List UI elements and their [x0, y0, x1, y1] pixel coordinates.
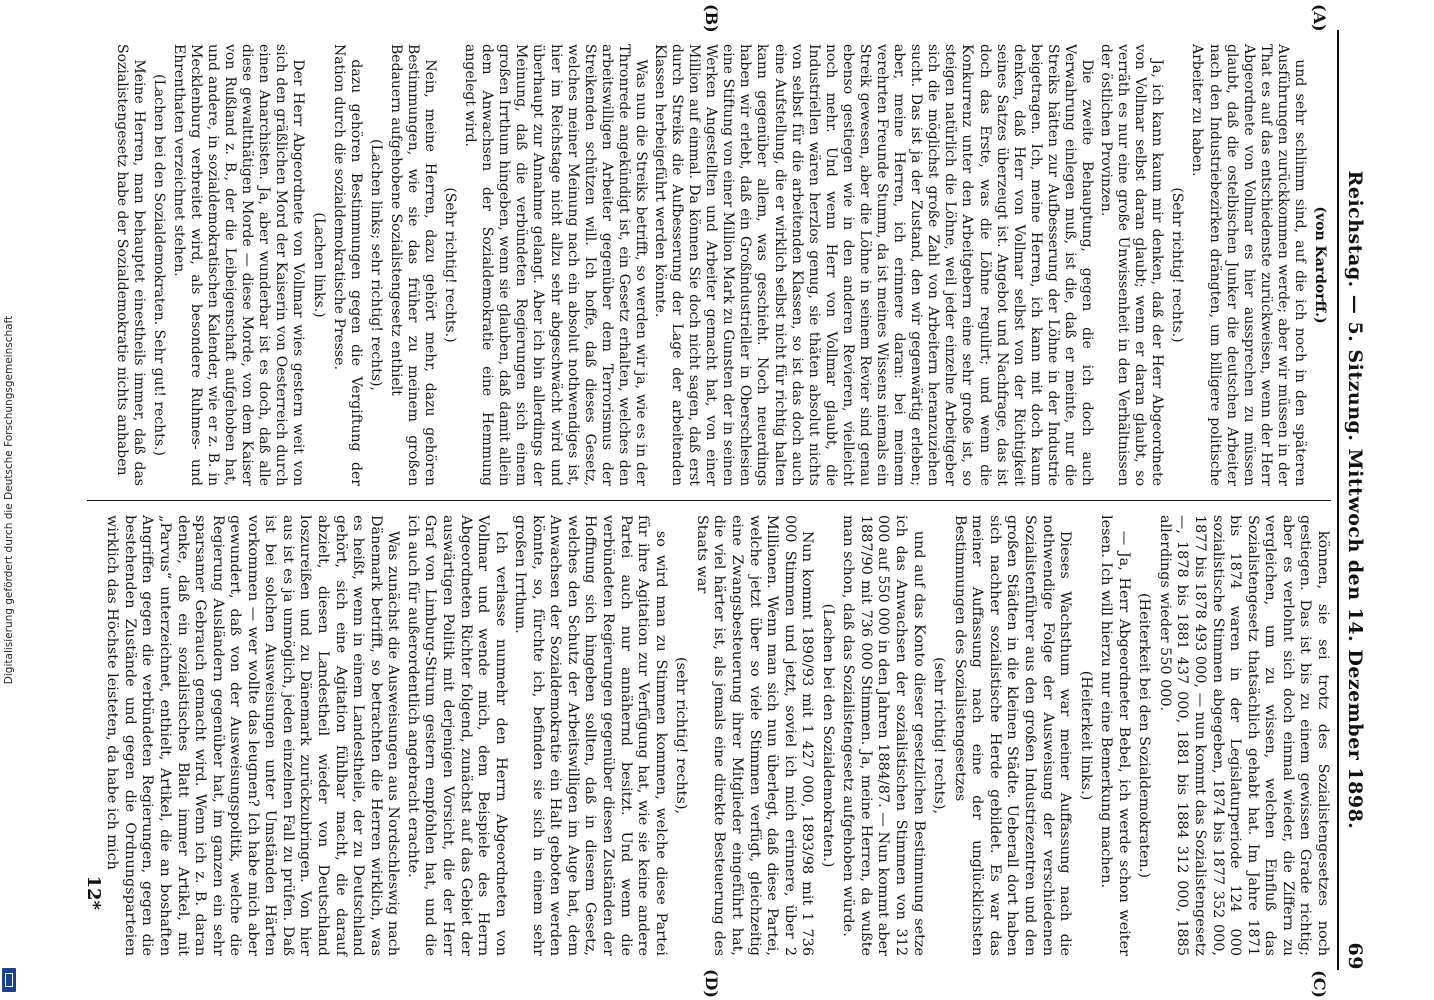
margin-marker-b: (B)	[702, 4, 721, 33]
side-note-text: Digitalisierung gefördert durch die Deutsche Forschungsgemeinschaft	[3, 315, 15, 685]
left-column	[87, 4, 1331, 500]
side-note	[0, 0, 18, 1000]
paragraph: — Ja, Herr Abgeordneter Bebel, ich werde schon weiter lesen. Ich will hierzu nur eine Bemerkung machen.	[1098, 515, 1132, 956]
paragraph: Nein, meine Herren, dazu gehört mehr, dazu gehören Bestimmungen, wie sie das früher zu meinem großen Bedauern aufgehobene Sozialistengesetz enthielt	[387, 44, 439, 486]
margin-marker-d: (D)	[702, 968, 721, 998]
paragraph: Dieses Wachsthum war meiner Auffassung nach die nothwendige Folge der Ausweisung der verschiedenen Sozialistenführer aus den großen Industriezentren und den großen Städten in die kleinen Städte. Ueberall dort haben sich nachher sozialistische Herde gebildet. Es war das meiner Auffassung nach eine der unglücklichsten Bestimmungen des Sozialistengesetzes	[951, 515, 1074, 956]
paragraph: Ja, ich kann kaum mir denken, daß der Herr Abgeordnete von Vollmar selbst daran glaubt; wenn er daran glaubt, so verräth es nur eine große Unwissenheit in den Verhältnissen der östlichen Provinzen.	[1098, 44, 1166, 486]
right-column	[87, 500, 1331, 998]
signature-mark: 12*	[83, 875, 104, 910]
paragraph: Der Herr Abgeordnete von Vollmar wies gestern weit von sich den gräßlichen Mord der Kaiserin von Oesterreich durch einen Anarchisten. Ja, aber wunderbar ist es doch, daß alle diese gewaltthätigen Morde — diese Morde, von dem Kaiser von Rußland z. B., der die Leibeigenschaft aufgehoben hat, und andere, in sozialdemokratischen Kalender, wie er z. B. in Mecklenburg verbreitet wird, als besondere Ruhmes- und Ehrenthaten verzeichnet stehen.	[170, 44, 307, 486]
paragraph: Nun kommt 1890/93 mit 1 427 000, 1893/98 mit 1 736 000 Stimmen und jetzt, soviel ich mich erinnere, über 2 Millionen. Wenn man sich nun überlegt, daß diese Partei, welche jetzt über so viele Stimmen verfügt, gleichzeitig eine Zwangsbesteuerung ihrer Mitglieder eingeführt hat, die viel härter ist, als jemals eine direkte Besteuerung des Staats war	[693, 515, 816, 956]
paragraph: Die zweite Behauptung, gegen die ich doch auch Verwahrung einlegen muß, ist die, daß er meinte, nur die Streiks hätten zur Aufbesserung der Löhne in der Industrie beigetragen. Ich, meine Herren, ich kann mit doch kaum denken, daß Herr von Vollmar selbst von der Richtigkeit seines Satzes überzeugt ist. Angebot und Nachfrage, das ist doch das Erste, was die Löhne regulirt; und wenn die Konkurrenz unter den Arbeitgebern eine sehr große ist, so steigen natürlich die Löhne, weil jeder einzelne Arbeitgeber sich die möglichst große Zahl von Arbeitern heranzuziehen sucht. Das ist ja der Zustand, den wir gegenwärtig erleben; aber, meine Herren, ich erinnere daran: bei meinem verehrten Freunde Stumm, da ist meines Wissens niemals ein Streik gewesen, aber die Löhne in seinem Revier sind genau ebenso gestiegen wie in den anderen Revieren, vielleicht noch mehr. Und wenn Herr von Vollmar glaubt, die Industriellen wären herzlos genug, sie thäten absolut nichts von selbst für die arbeitenden Klassen, so ist das doch auch eine Aufstellung, die er wirklich selbst nicht für richtig halten kann gegenüber allem, was geschieht. Noch neuerdings haben wir erlebt, daß ein Großindustrieller in Oberschlesien eine Stiftung von einer Million Mark zu Gunsten der in seinen Werken Angestellten und Arbeiter gemacht hat, von einer Million auf einmal. Da können Sie doch nicht sagen, daß erst durch Streiks die Aufbesserung der Lage der arbeitenden Klassen herbeigeführt werden könnte.	[652, 44, 1095, 486]
interjection: (Lachen bei den Sozialdemokraten.)	[819, 603, 836, 868]
paragraph: können, sie sei trotz des Sozialistengesetzes noch gestiegen. Das ist bis zu einem gewissen Grade richtig; aber es verlohnt sich doch einmal wieder, die Ziffern zu vergleichen, um zu wissen, welchen Einfluß das Sozialistengesetz thatsächlich gehabt hat. Im Jahre 1871 bis 1874 waren in der Legislaturperiode 124 000 sozialistische Stimmen abgegeben, 1874 bis 1877 352 000, 1877 bis 1878 493 000, — nun kommt das Sozialistengesetz —, 1878 bis 1881 437 000, 1881 bis 1884 312 000, 1885 allerdings wieder 550 000.	[1156, 515, 1331, 956]
paragraph: Was nun die Streiks betrifft, so werden wir ja, wie es in der Thronrede angekündigt ist, ein Gesetz erhalten, welches den arbeitswilligen Arbeiter gegenüber dem Terrorismus der Streikenden schützen will. Ich hoffe, daß dieses Gesetz, welches meiner Meinung nach ein absolut nothwendiges ist, hier im Reichstage nicht allzu sehr abgeschwächt wird und überhaupt zur Annahme gelangt. Aber ich bin allerdings der Meinung, daß die verbündeten Regierungen sich einem großen Irrthum hingeben, wenn sie glauben, daß damit allein dem Anwachsen der Sozialdemokratie eine Hemmung angelegt wird.	[462, 44, 649, 486]
page-title: Reichstag. — 5. Sitzung. Mittwoch den 14. Dezember 1898.	[1344, 170, 1366, 830]
page-header	[1337, 30, 1369, 970]
speaker-name: (von Kardorff.)	[1312, 206, 1328, 324]
margin-marker-a: (A)	[1310, 4, 1329, 32]
paragraph: und auf das Konto dieser gesetzlichen Bestimmung setze ich das Anwachsen der sozialistischen Stimmen von 312 000 auf 550 000 in den Jahren 1884/87. — Nun kommt aber 1887/90 mit 736 000 Stimmen. Ja, meine Herren, da wußte man schon, daß das Sozialistengesetz aufgehoben würde.	[840, 515, 927, 956]
interjection: (Heiterkeit bei den Sozialdemokraten.)	[1136, 593, 1153, 878]
paragraph: Meine Herren, man behauptet einestheils immer, daß das Sozialistengesetz habe der Sozialdemokratie nichts anhaben	[113, 44, 147, 486]
paragraph: und sehr schlimm sind, auf die ich noch in den späteren Ausführungen zurückkommen werde; aber wir müssen in der That es auf das entschiedenste zurückweisen, wenn der Herr Abgeordnete von Vollmar es hier aussprechen zu müssen glaubt, daß die ostelbischen Junker die deutschen Arbeiter nach den Industriebezirken drängten, um billigere politische Arbeiter zu haben.	[1189, 44, 1308, 486]
paragraph: dazu gehören Bestimmungen gegen die Vergiftung der Nation durch die sozialdemokratische Presse.	[330, 44, 364, 486]
paragraph: Ich verlasse nunmehr den Herrn Abgeordneten von Vollmar und wende mich, dem Beispiele des Herrn Abgeordneten Richter folgend, zunächst auf das Gebiet der auswärtigen Politik mit derjenigen Vorsicht, die der Herr Graf von Limburg-Stirum gestern empfohlen hat, und die ich auch für außerordentlich angebracht erachte.	[404, 515, 509, 956]
page-number: 69	[1344, 942, 1366, 970]
interjection: (Heiterkeit links.)	[1077, 670, 1094, 801]
interjection: (Sehr richtig! rechts.)	[1169, 187, 1186, 343]
interjection: (sehr richtig! rechts),	[931, 656, 948, 815]
interjection: (sehr richtig! rechts),	[673, 656, 690, 815]
paragraph: Was zunächst die Ausweisungen aus Nordschleswig nach Dänemark betrifft, so betrachten die Herren wirklich, was es heißt, wenn in einem Landestheile, der zu Deutschland gehört, sich eine Agitation fühlbar macht, die darauf abzielt, diesen Landestheil wieder von Deutschland loszureißen und zu Dänemark zurückzubringen. Von hier aus ist es ja unmöglich, jeden einzelnen Fall zu prüfen. Daß ist bei solchen Ausweisungen unter Umständen Härten vorkommen — wer wollte das leugnen? Ich habe mich aber gewundert, daß von der Ausweisungspolitik, welche die Regierung Ausländern gegenüber hat, im ganzen ein sehr sparsamer Gebrauch gemacht wird. Wenn ich z. B. daran denke, daß ein sozialistisches Blatt immer Artikel, mit „Parvus“ unterzeichnet, enthielt, Artikel, die an boshaften Angriffen gegen die verbündeten Regierungen, gegen die bestehenden Zustände und gegen die Ordnungsparteien wirklich das Höchste leisteten, da habe ich mich	[104, 515, 402, 956]
interjection: (Sehr richtig! rechts.)	[442, 187, 459, 343]
rotated-page	[47, 0, 1387, 1000]
dfg-logo-icon	[2, 968, 16, 992]
text-columns	[83, 4, 1331, 998]
margin-marker-c: (C)	[1310, 970, 1329, 998]
interjection: (Lachen links; sehr richtig! rechts),	[367, 139, 384, 391]
paragraph: so wird man zu Stimmen kommen, welche diese Partei für ihre Agitation zur Verfügung hat, wie sie keine andere Partei auch nur annähernd besitzt. Und wenn die verbündeten Regierungen gegenüber diesen Zuständen der Hoffnung sich hingeben sollten, daß in diesem Gesetz, welches den Schutz der Arbeitswilligen im Auge hat, dem Anwachsen der Sozialdemokratie ein Halt geboten werden könnte, so, fürchte ich, befinden sie sich in einem sehr großen Irrthum.	[512, 515, 669, 956]
interjection: (Lachen links.)	[310, 212, 327, 318]
interjection: (Lachen bei den Sozialdemokraten. Sehr gut! rechts.)	[150, 74, 167, 456]
